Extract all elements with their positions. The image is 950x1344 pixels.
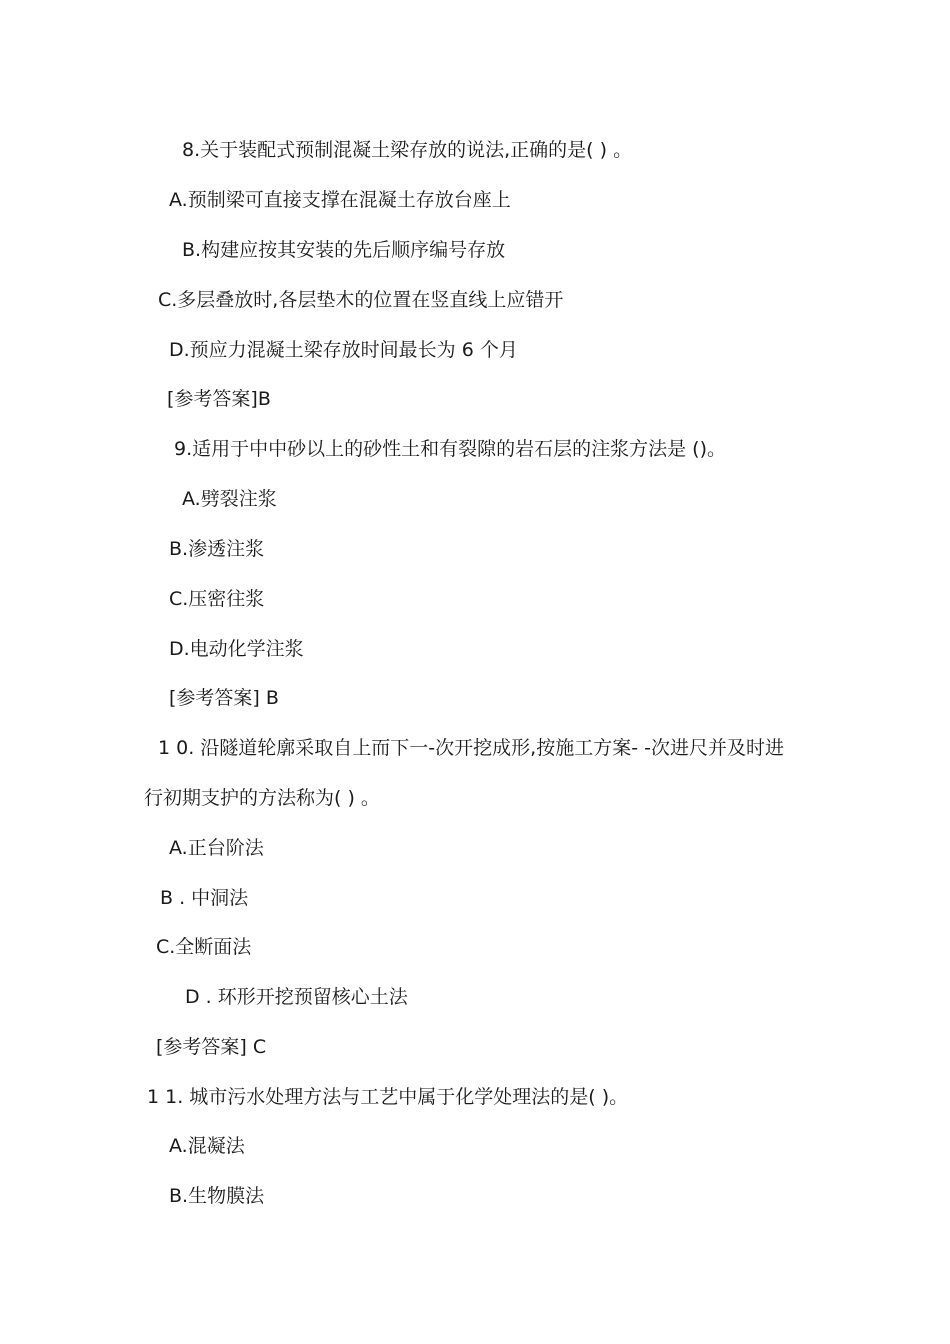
question-8-option-c: C.多层叠放时,各层垫木的位置在竖直线上应错开: [158, 289, 564, 311]
question-10-text-line-1: 1 0. 沿隧道轮廓采取自上而下一-次开挖成形,按施工方案- -次进尺并及时进: [158, 737, 784, 759]
question-11-option-a: A.混凝法: [169, 1135, 245, 1157]
question-10-option-c: C.全断面法: [156, 936, 252, 958]
question-9-option-b: B.渗透注浆: [169, 538, 265, 560]
question-8-text: 8.关于装配式预制混凝土梁存放的说法,正确的是( ) 。: [182, 139, 633, 161]
question-8-option-a: A.预制梁可直接支撑在混凝土存放台座上: [169, 189, 511, 211]
question-10-text-line-2: 行初期支护的方法称为( ) 。: [144, 787, 380, 809]
question-8-answer: [参考答案]B: [167, 388, 271, 410]
question-9-option-c: C.压密往浆: [169, 588, 265, 610]
question-11-option-b: B.生物膜法: [169, 1185, 265, 1207]
question-9-option-d: D.电动化学注浆: [169, 638, 304, 660]
question-9-answer: [参考答案] B: [169, 687, 279, 709]
question-9-text: 9.适用于中中砂以上的砂性土和有裂隙的岩石层的注浆方法是 ()。: [174, 438, 726, 460]
question-9-option-a: A.劈裂注浆: [182, 488, 277, 510]
question-8-option-b: B.构建应按其安装的先后顺序编号存放: [182, 239, 506, 261]
question-10-option-d: D . 环形开挖预留核心土法: [185, 986, 408, 1008]
question-8-option-d: D.预应力混凝土梁存放时间最长为 6 个月: [169, 339, 518, 361]
question-10-option-a: A.正台阶法: [169, 837, 264, 859]
question-11-text: 1 1. 城市污水处理方法与工艺中属于化学处理法的是( )。: [147, 1086, 629, 1108]
question-10-option-b: B . 中洞法: [160, 887, 249, 909]
question-10-answer: [参考答案] C: [156, 1036, 267, 1058]
